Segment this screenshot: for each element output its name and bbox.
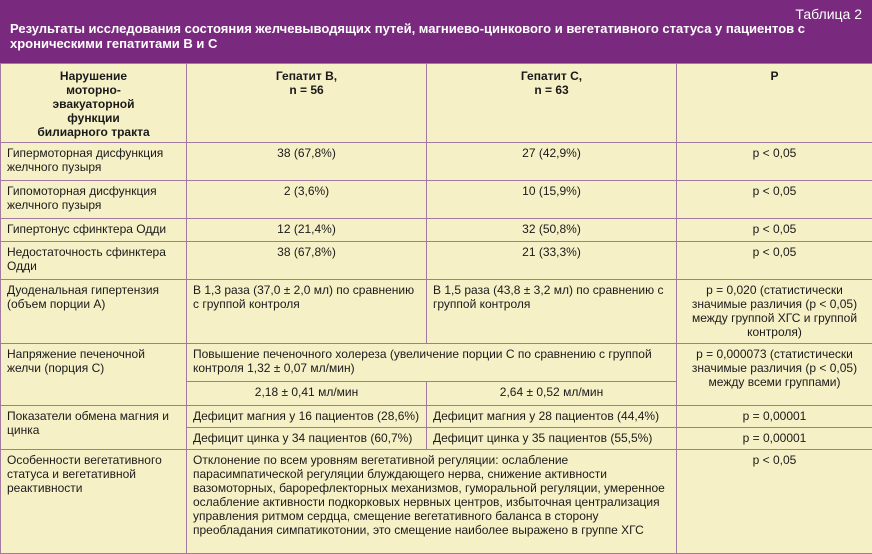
table-row [1, 344, 872, 382]
table-row [1, 242, 872, 280]
row-label: Показатели обмена магния и цинка [1, 406, 187, 450]
table-title: Результаты исследования состояния желчевыводящих путей, магниево-цинкового и вегетативного статуса у пациентов с хроническими гепатитами В и С [10, 21, 810, 51]
table-row [1, 406, 872, 428]
cell-p: р < 0,05 [677, 143, 872, 181]
cell-hep-b: 2 (3,6%) [187, 181, 427, 219]
table-row [1, 450, 872, 554]
cell-p: р = 0,00001 [677, 406, 872, 428]
header-col-disorder: Нарушение моторно-эвакуаторной функции билиарного тракта [1, 64, 187, 143]
cell-p: р = 0,00001 [677, 428, 872, 450]
row-label: Напряжение печеночной желчи (порция С) [1, 344, 187, 406]
cell-hep-c: 10 (15,9%) [427, 181, 677, 219]
results-table [0, 63, 872, 554]
header-col-p: Р [677, 64, 872, 143]
cell-hep-b: 38 (67,8%) [187, 242, 427, 280]
cell-hep-b: 38 (67,8%) [187, 143, 427, 181]
cell-p: р < 0,05 [677, 242, 872, 280]
cell-hep-b: Дефицит цинка у 34 пациентов (60,7%) [187, 428, 427, 450]
table-header [0, 0, 872, 63]
header-row [1, 64, 872, 143]
row-label: Гипомоторная дисфункция желчного пузыря [1, 181, 187, 219]
table-row [1, 219, 872, 242]
cell-p: р < 0,05 [677, 219, 872, 242]
cell-p: р < 0,05 [677, 450, 872, 554]
cell-p: р = 0,020 (статистически значимые различия (р < 0,05) между группой ХГС и группой контроля) [677, 280, 872, 344]
row-label: Гипермоторная дисфункция желчного пузыря [1, 143, 187, 181]
row-label: Дуоденальная гипертензия (объем порции А) [1, 280, 187, 344]
table-row [1, 280, 872, 344]
cell-hep-c: 32 (50,8%) [427, 219, 677, 242]
cell-hep-b: В 1,3 раза (37,0 ± 2,0 мл) по сравнению с группой контроля [187, 280, 427, 344]
cell-hep-c: Дефицит цинка у 35 пациентов (55,5%) [427, 428, 677, 450]
cell-hep-c: В 1,5 раза (43,8 ± 3,2 мл) по сравнению с группой контроля [427, 280, 677, 344]
row-label: Гипертонус сфинктера Одди [1, 219, 187, 242]
cell-hep-c: 2,64 ± 0,52 мл/мин [427, 382, 677, 406]
row-label: Недостаточность сфинктера Одди [1, 242, 187, 280]
header-col-hep-c: Гепатит С, n = 63 [427, 64, 677, 143]
cell-hep-c: 27 (42,9%) [427, 143, 677, 181]
cell-merged: Повышение печеночного холереза (увеличение порции С по сравнению с группой контроля 1,32 ± 0,07 мл/мин) [187, 344, 677, 382]
cell-p: р < 0,05 [677, 181, 872, 219]
row-label: Особенности вегетативного статуса и вегетативной реактивности [1, 450, 187, 554]
cell-hep-b: 2,18 ± 0,41 мл/мин [187, 382, 427, 406]
table-number: Таблица 2 [795, 6, 862, 22]
header-col-hep-b: Гепатит В, n = 56 [187, 64, 427, 143]
cell-hep-c: Дефицит магния у 28 пациентов (44,4%) [427, 406, 677, 428]
table-row [1, 143, 872, 181]
cell-merged: Отклонение по всем уровням вегетативной регуляции: ослабление парасимпатической регуляции блуждающего нерва, снижение активности вазомоторных, барорефлекторных механизмов, гуморальной регуляции, умеренное ослабление активности подкорковых нервных центров, избыточная централизация управления ритмом сердца, смещение вегетативного баланса в сторону преобладания симпатикотонии, это смещение наиболее выражено в группе ХГС [187, 450, 677, 554]
cell-hep-b: 12 (21,4%) [187, 219, 427, 242]
cell-hep-b: Дефицит магния у 16 пациентов (28,6%) [187, 406, 427, 428]
table-row [1, 181, 872, 219]
cell-p: р = 0,000073 (статистически значимые различия (р < 0,05) между всеми группами) [677, 344, 872, 406]
cell-hep-c: 21 (33,3%) [427, 242, 677, 280]
